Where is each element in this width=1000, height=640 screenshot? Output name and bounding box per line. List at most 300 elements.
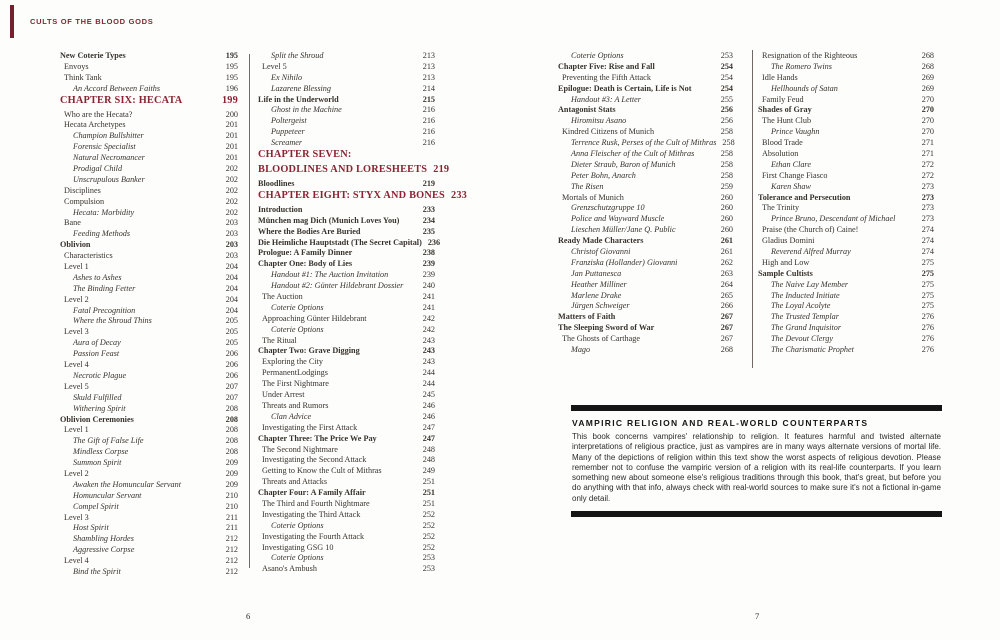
toc-entry-page: 234 <box>422 215 435 225</box>
toc-entry <box>60 95 238 110</box>
toc-entry-title: Skuld Fulfilled <box>73 392 122 402</box>
toc-entry-page: 269 <box>921 72 934 82</box>
toc-entry-page: 216 <box>422 105 435 115</box>
toc-entry <box>258 346 435 357</box>
toc-entry-title: Chapter Five: Rise and Fall <box>558 61 655 71</box>
toc-entry-page: 261 <box>720 236 733 246</box>
toc-entry-page: 203 <box>225 229 238 239</box>
toc-entry-title: Peter Bohn, Anarch <box>571 170 636 180</box>
toc-entry-title: The Ritual <box>262 335 297 345</box>
toc-entry <box>60 447 238 458</box>
toc-entry-title: Characteristics <box>64 251 113 261</box>
toc-entry-page: 267 <box>720 312 733 322</box>
toc-entry <box>258 466 435 477</box>
toc-entry-title: Think Tank <box>64 72 102 82</box>
toc-entry <box>60 349 238 360</box>
toc-entry <box>258 390 435 401</box>
toc-entry-title: Clan Advice <box>271 411 312 421</box>
toc-entry-title: Handout #1: The Auction Invitation <box>271 270 389 280</box>
toc-entry-title: The Loyal Acolyte <box>771 301 831 311</box>
toc-entry <box>558 127 733 138</box>
toc-entry-page: 260 <box>720 214 733 224</box>
toc-entry <box>758 280 934 291</box>
toc-entry-title: Aggressive Corpse <box>73 545 135 555</box>
toc-entry-title: Ghost in the Machine <box>271 105 342 115</box>
toc-entry <box>258 412 435 423</box>
toc-entry-page: 268 <box>720 345 733 355</box>
toc-entry-title: Level 2 <box>64 468 89 478</box>
toc-entry-title: Kindred Citizens of Munich <box>562 127 655 137</box>
toc-entry-title: Resignation of the Righteous <box>762 51 858 60</box>
toc-entry-title: Investigating the Second Attack <box>262 455 367 465</box>
toc-entry-page: 274 <box>921 247 934 257</box>
toc-entry-title: Withering Spirit <box>73 403 126 413</box>
toc-entry-page: 202 <box>225 174 238 184</box>
toc-entry-title: Host Spirit <box>73 523 109 533</box>
toc-entry <box>60 469 238 480</box>
toc-entry-title: The First Nightmare <box>262 379 329 389</box>
toc-entry-title: The Romero Twins <box>771 61 832 71</box>
toc-entry <box>258 105 435 116</box>
toc-entry <box>60 120 238 131</box>
toc-entry <box>758 149 934 160</box>
toc-entry-page: 201 <box>225 131 238 141</box>
toc-entry <box>60 513 238 524</box>
toc-entry-title: Heather Milliner <box>571 279 627 289</box>
toc-entry-page: 240 <box>422 281 435 291</box>
toc-entry-page: 216 <box>422 138 435 148</box>
toc-entry-page: 271 <box>921 138 934 148</box>
toc-entry-title: Investigating the First Attack <box>262 422 358 432</box>
toc-entry-title: First Change Fiasco <box>762 170 828 180</box>
toc-entry <box>258 521 435 532</box>
toc-entry-page: 275 <box>921 301 934 311</box>
toc-entry-title: The Trusted Templar <box>771 312 839 322</box>
toc-entry-title: Ashes to Ashes <box>73 272 122 282</box>
toc-entry-page: 233 <box>450 189 468 201</box>
toc-entry <box>758 312 934 323</box>
toc-entry-title: Oblivion Ceremonies <box>60 414 134 424</box>
toc-entry-title: BLOODLINES AND LORESHEETS <box>258 164 428 176</box>
toc-entry <box>258 237 441 249</box>
toc-entry-page: 205 <box>225 316 238 326</box>
toc-column-left-2 <box>258 51 468 575</box>
toc-entry-title: Coterie Options <box>271 324 324 334</box>
toc-entry-page: 264 <box>720 279 733 289</box>
toc-entry <box>60 175 238 186</box>
toc-entry <box>60 251 238 262</box>
toc-entry-title: München mag Dich (Munich Loves You) <box>258 215 400 225</box>
toc-entry <box>558 334 733 345</box>
toc-entry-page: 206 <box>225 349 238 359</box>
toc-entry-page: 214 <box>422 83 435 93</box>
toc-entry <box>60 131 238 142</box>
toc-entry-page: 272 <box>921 170 934 180</box>
toc-entry-page: 269 <box>921 83 934 93</box>
toc-entry <box>60 208 238 219</box>
toc-entry-page: 268 <box>921 61 934 71</box>
toc-entry-page: 267 <box>720 334 733 344</box>
toc-entry <box>258 62 435 73</box>
toc-entry-title: Praise (the Church of) Caine! <box>762 225 859 235</box>
toc-entry <box>258 325 435 336</box>
toc-entry-title: Ready Made Characters <box>558 236 644 246</box>
toc-entry-page: 210 <box>225 501 238 511</box>
toc-entry-page: 209 <box>225 468 238 478</box>
toc-entry <box>558 236 733 247</box>
toc-entry-title: Antagonist Stats <box>558 105 616 115</box>
toc-entry-page: 211 <box>226 523 238 533</box>
toc-entry-title: Champion Bullshitter <box>73 131 144 141</box>
toc-entry <box>60 197 238 208</box>
toc-entry-page: 254 <box>720 83 733 93</box>
toc-entry <box>258 368 435 379</box>
toc-entry-title: Hecata Archetypes <box>64 120 126 130</box>
toc-entry <box>258 564 435 575</box>
toc-entry-title: Oblivion <box>60 240 91 250</box>
toc-entry-page: 273 <box>921 192 934 202</box>
toc-entry <box>60 425 238 436</box>
toc-entry-title: Bloodlines <box>258 179 295 189</box>
toc-entry-title: The Devout Clergy <box>771 334 833 344</box>
toc-entry <box>60 393 238 404</box>
toc-entry <box>60 436 238 447</box>
toc-entry-page: 242 <box>422 313 435 323</box>
toc-entry-title: Ex Nihilo <box>271 72 303 82</box>
toc-entry-title: Police and Wayward Muscle <box>571 214 665 224</box>
toc-entry-title: Getting to Know the Cult of Mithras <box>262 466 382 476</box>
toc-entry-page: 267 <box>720 323 733 333</box>
toc-entry <box>758 236 934 247</box>
toc-column-left-1 <box>60 51 238 578</box>
toc-entry <box>558 345 733 356</box>
page-number-left: 6 <box>246 611 251 621</box>
toc-entry <box>558 193 733 204</box>
toc-entry <box>558 203 733 214</box>
toc-entry <box>60 73 238 84</box>
toc-entry <box>60 62 238 73</box>
toc-entry-page: 247 <box>422 433 435 443</box>
toc-entry <box>258 357 435 368</box>
toc-entry <box>60 164 238 175</box>
toc-entry-page: 213 <box>422 72 435 82</box>
running-header: CULTS OF THE BLOOD GODS <box>30 17 154 26</box>
toc-entry-title: Matters of Faith <box>558 312 616 322</box>
toc-entry-page: 251 <box>422 488 435 498</box>
toc-entry <box>60 491 238 502</box>
toc-entry-title: New Coterie Types <box>60 51 126 60</box>
toc-entry <box>758 203 934 214</box>
toc-entry <box>258 488 435 499</box>
toc-entry-page: 213 <box>422 51 435 60</box>
toc-entry <box>558 214 733 225</box>
toc-entry-page: 260 <box>720 192 733 202</box>
toc-entry-page: 241 <box>422 302 435 312</box>
toc-entry <box>258 51 435 62</box>
toc-entry-title: Bind the Spirit <box>73 566 121 576</box>
toc-entry-page: 276 <box>921 345 934 355</box>
toc-entry <box>258 95 435 106</box>
toc-entry-page: 254 <box>720 61 733 71</box>
toc-entry <box>758 225 934 236</box>
toc-entry <box>558 149 733 160</box>
toc-entry-title: Ethan Clare <box>771 159 811 169</box>
toc-entry-page: 211 <box>226 512 238 522</box>
toc-entry-title: Homuncular Servant <box>73 490 142 500</box>
toc-entry-title: Where the Shroud Thins <box>73 316 152 326</box>
toc-entry-page: 209 <box>225 479 238 489</box>
toc-entry-page: 202 <box>225 185 238 195</box>
toc-entry <box>558 95 733 106</box>
toc-entry-page: 208 <box>225 425 238 435</box>
toc-entry <box>758 160 934 171</box>
toc-entry-page: 239 <box>422 259 435 269</box>
toc-entry <box>60 218 238 229</box>
toc-entry <box>258 532 435 543</box>
toc-entry-title: Aura of Decay <box>73 338 121 348</box>
toc-entry-title: Bane <box>64 218 81 228</box>
toc-entry-title: Blood Trade <box>762 138 803 148</box>
toc-entry-page: 239 <box>422 270 435 280</box>
toc-entry-title: CHAPTER EIGHT: STYX AND BONES <box>258 189 445 201</box>
toc-entry-title: The Auction <box>262 292 303 302</box>
toc-entry-page: 276 <box>921 334 934 344</box>
toc-entry <box>258 270 435 281</box>
toc-entry <box>258 216 435 227</box>
toc-entry-title: Investigating the Fourth Attack <box>262 531 365 541</box>
toc-entry-title: Level 5 <box>262 61 287 71</box>
toc-entry-page: 207 <box>225 381 238 391</box>
toc-entry-page: 244 <box>422 379 435 389</box>
toc-entry-title: Coterie Options <box>271 302 324 312</box>
toc-entry-title: Level 2 <box>64 294 89 304</box>
toc-entry-page: 201 <box>225 142 238 152</box>
toc-entry-title: Handout #2: Günter Hildebrant Dossier <box>271 281 404 291</box>
toc-entry-page: 212 <box>225 556 238 566</box>
toc-entry <box>558 73 733 84</box>
toc-entry-page: 212 <box>225 566 238 576</box>
toc-entry-page: 253 <box>422 553 435 563</box>
toc-entry-title: Coterie Options <box>271 520 324 530</box>
toc-entry-page: 275 <box>921 279 934 289</box>
toc-entry-title: Investigating the Third Attack <box>262 509 361 519</box>
toc-entry-title: Level 1 <box>64 262 89 272</box>
toc-entry <box>60 338 238 349</box>
toc-entry <box>558 116 733 127</box>
toc-entry-title: Shambling Hordes <box>73 534 134 544</box>
toc-entry-title: Tolerance and Persecution <box>758 192 851 202</box>
toc-entry-page: 215 <box>422 94 435 104</box>
toc-entry <box>60 327 238 338</box>
toc-entry <box>60 371 238 382</box>
toc-entry-title: Level 3 <box>64 512 89 522</box>
toc-entry-page: 255 <box>720 94 733 104</box>
toc-entry <box>758 62 934 73</box>
toc-entry <box>758 214 934 225</box>
toc-entry-title: Investigating GSG 10 <box>262 542 334 552</box>
toc-entry-title: Puppeteer <box>271 127 305 137</box>
toc-entry-title: Natural Necromancer <box>73 153 145 163</box>
toc-entry-page: 274 <box>921 236 934 246</box>
toc-entry-page: 253 <box>422 564 435 574</box>
toc-entry <box>60 240 238 251</box>
toc-entry-page: 206 <box>225 360 238 370</box>
toc-entry <box>758 73 934 84</box>
toc-entry-title: Terrence Rusk, Perses of the Cult of Mithras <box>571 138 717 148</box>
toc-entry <box>758 193 934 204</box>
toc-entry-title: The Ghosts of Carthage <box>562 334 640 344</box>
toc-entry <box>60 84 238 95</box>
toc-entry-title: High and Low <box>762 257 810 267</box>
toc-entry-page: 238 <box>422 248 435 258</box>
toc-entry-page: 253 <box>720 51 733 60</box>
toc-entry-page: 212 <box>225 534 238 544</box>
toc-entry <box>558 280 733 291</box>
toc-entry-title: Anna Fleischer of the Cult of Mithras <box>571 149 695 159</box>
toc-entry <box>758 182 934 193</box>
toc-entry-page: 247 <box>422 422 435 432</box>
toc-entry-page: 204 <box>225 305 238 315</box>
toc-entry <box>60 186 238 197</box>
toc-entry-page: 202 <box>225 196 238 206</box>
toc-entry-title: Epilogue: Death is Certain, Life is Not <box>558 83 692 93</box>
toc-entry <box>60 523 238 534</box>
toc-entry-page: 243 <box>422 357 435 367</box>
toc-entry-page: 270 <box>921 127 934 137</box>
toc-entry-title: CHAPTER SEVEN: <box>258 149 352 161</box>
toc-entry-title: Jan Puttanesca <box>571 268 622 278</box>
toc-entry <box>60 567 238 578</box>
toc-entry-title: The Risen <box>571 181 604 191</box>
toc-entry-title: Necrotic Plague <box>73 370 127 380</box>
toc-entry-title: Karen Shaw <box>771 181 811 191</box>
toc-entry <box>258 116 435 127</box>
toc-entry-title: The Second Nightmare <box>262 444 338 454</box>
toc-entry-title: Absolution <box>762 149 799 159</box>
toc-entry-title: Prodigal Child <box>73 164 123 174</box>
toc-entry <box>758 301 934 312</box>
toc-entry-title: Threats and Attacks <box>262 477 328 487</box>
toc-entry-page: 202 <box>225 207 238 217</box>
toc-entry-page: 208 <box>225 403 238 413</box>
toc-entry-page: 252 <box>422 520 435 530</box>
toc-entry-page: 203 <box>225 218 238 228</box>
toc-entry-page: 258 <box>720 149 733 159</box>
toc-entry <box>60 382 238 393</box>
toc-entry-page: 210 <box>225 490 238 500</box>
toc-entry-page: 219 <box>433 164 450 176</box>
toc-entry-title: Handout #3: A Letter <box>571 94 641 104</box>
toc-entry <box>258 227 435 238</box>
toc-entry-page: 203 <box>225 251 238 261</box>
toc-entry-title: Marlene Drake <box>571 290 622 300</box>
toc-entry <box>258 303 435 314</box>
toc-entry <box>258 281 435 292</box>
toc-entry-page: 275 <box>921 257 934 267</box>
toc-entry <box>758 84 934 95</box>
toc-entry <box>758 269 934 280</box>
toc-entry-page: 248 <box>422 455 435 465</box>
toc-entry-title: Die Heimliche Hauptstadt (The Secret Capital) <box>258 237 422 247</box>
toc-entry <box>258 510 435 521</box>
toc-entry-title: The Naive Lay Member <box>771 279 849 289</box>
toc-entry-title: The Sleeping Sword of War <box>558 323 655 333</box>
sidebar-title: VAMPIRIC RELIGION AND REAL-WORLD COUNTERPARTS <box>572 418 869 428</box>
toc-entry <box>558 160 733 171</box>
toc-entry-page: 208 <box>225 414 238 424</box>
toc-entry <box>60 316 238 327</box>
toc-entry-title: Mago <box>571 345 591 355</box>
toc-entry-title: Hiromitsu Asano <box>571 116 627 126</box>
toc-entry-page: 258 <box>720 170 733 180</box>
toc-entry-page: 248 <box>422 444 435 454</box>
toc-entry <box>558 84 733 95</box>
toc-entry-title: Lieschen Müller/Jane Q. Public <box>571 225 676 235</box>
toc-entry <box>60 295 238 306</box>
toc-entry-title: Family Feud <box>762 94 804 104</box>
toc-entry-page: 272 <box>921 159 934 169</box>
toc-entry-page: 205 <box>225 327 238 337</box>
toc-entry <box>258 179 435 190</box>
toc-entry-page: 262 <box>720 257 733 267</box>
toc-entry <box>758 105 934 116</box>
toc-entry-page: 204 <box>225 262 238 272</box>
toc-entry <box>258 205 435 216</box>
toc-entry <box>758 116 934 127</box>
toc-entry-title: Forensic Specialist <box>73 142 136 152</box>
chapter-edge-marker <box>10 5 14 38</box>
toc-entry-page: 246 <box>422 411 435 421</box>
toc-column-right-1 <box>558 51 733 356</box>
toc-entry-title: Threats and Rumors <box>262 400 329 410</box>
toc-entry-title: Poltergeist <box>271 116 307 126</box>
toc-entry <box>60 273 238 284</box>
toc-entry-page: 199 <box>221 94 238 106</box>
toc-entry <box>558 301 733 312</box>
toc-entry-page: 236 <box>427 237 441 247</box>
toc-entry <box>758 334 934 345</box>
toc-entry <box>60 415 238 426</box>
toc-entry-page: 260 <box>720 225 733 235</box>
toc-entry-title: Exploring the City <box>262 357 323 367</box>
toc-entry <box>758 258 934 269</box>
toc-entry-page: 203 <box>225 240 238 250</box>
toc-entry <box>558 105 733 116</box>
toc-entry <box>60 284 238 295</box>
toc-entry-title: Franziska (Hollander) Giovanni <box>571 257 678 267</box>
toc-entry-page: 261 <box>720 247 733 257</box>
toc-entry-title: Split the Shroud <box>271 51 324 60</box>
toc-entry-title: Passion Feast <box>73 349 120 359</box>
toc-entry <box>258 259 435 270</box>
toc-entry-title: Prince Bruno, Descendant of Michael <box>771 214 896 224</box>
toc-entry-page: 241 <box>422 292 435 302</box>
toc-entry-page: 251 <box>422 498 435 508</box>
toc-entry-page: 275 <box>921 268 934 278</box>
toc-entry-title: The Inducted Initiate <box>771 290 840 300</box>
toc-entry-title: Level 5 <box>64 381 89 391</box>
toc-entry <box>258 84 435 95</box>
toc-entry-title: Gladius Domini <box>762 236 815 246</box>
toc-entry-title: Chapter Three: The Price We Pay <box>258 433 377 443</box>
toc-entry-page: 204 <box>225 272 238 282</box>
toc-entry-page: 208 <box>225 447 238 457</box>
toc-entry-page: 268 <box>921 51 934 60</box>
toc-entry-title: The Grand Inquisitor <box>771 323 842 333</box>
sidebar-body-text: This book concerns vampires' relationship to religion. It features harmful and twisted alternate interpretations of religious practice, just as vampires are in many ways alternate versions of mortal life. Many of the depictions of religion within this text show the worst aspects of religious devotion. Please remember not to confuse the vampiric version of a religion with its real-life counterparts. If you learn something new about someone else's religious traditions through this book, that's great, but before you do anything with that info, always check with real-world sources to make sure it's not a fictional in-game only detail. <box>572 432 941 503</box>
toc-entry-page: 252 <box>422 509 435 519</box>
toc-entry <box>60 480 238 491</box>
